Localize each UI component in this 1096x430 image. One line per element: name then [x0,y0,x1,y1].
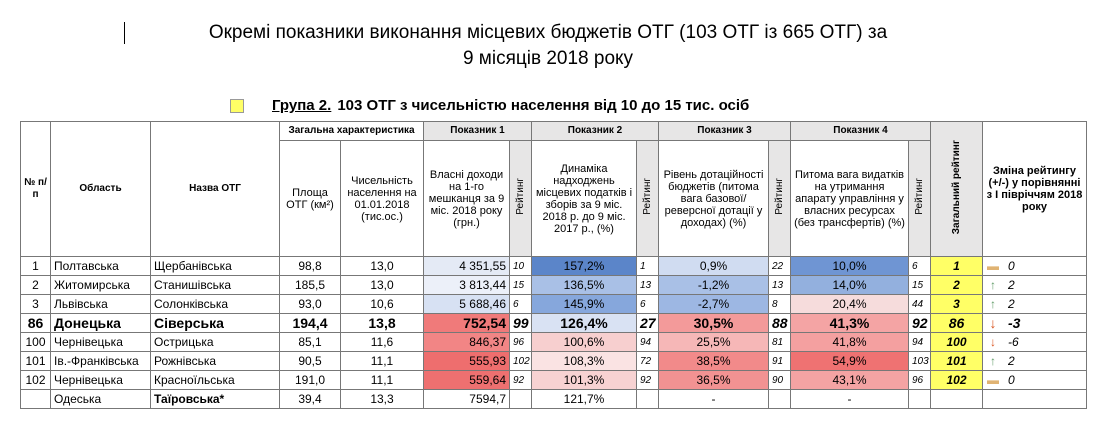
rating-change-value: 2 [1008,297,1015,311]
row-oblast: Полтавська [51,257,151,276]
row-number: 3 [21,295,51,314]
row-indicator-1: 555,93 [424,352,510,371]
row-overall-rating: 3 [931,295,983,314]
header-overall-rating-label: Загальний рейтинг [950,139,962,235]
header-indicator-4-desc: Питома вага видатків на утримання апарату управління у власних ресурсах (без трансфертів) (%) [791,141,909,257]
title-line-1: Окремі показники виконання місцевих бюджетів ОТГ (103 ОТГ із 665 ОТГ) за [208,22,888,43]
row-oblast: Одеська [51,390,151,409]
row-rating-2 [637,390,659,409]
row-number: 1 [21,257,51,276]
row-indicator-3: 38,5% [659,352,769,371]
row-indicator-4: 41,3% [791,314,909,333]
row-otg-name: Сіверська [151,314,280,333]
group-heading [230,97,749,114]
row-rating-4: 103 [909,352,931,371]
page-title [0,20,1096,72]
row-indicator-2: 126,4% [532,314,637,333]
row-rating-4 [909,390,931,409]
row-overall-rating: 102 [931,371,983,390]
table-row [21,352,1087,371]
row-rating-change [983,371,1087,390]
row-indicator-1: 4 351,55 [424,257,510,276]
row-rating-4: 6 [909,257,931,276]
header-overall-rating [931,122,983,257]
row-indicator-1: 5 688,46 [424,295,510,314]
row-rating-4: 94 [909,333,931,352]
row-otg-name: Рожнівська [151,352,280,371]
row-rating-4: 15 [909,276,931,295]
row-number [21,390,51,409]
group-description: 103 ОТГ з чисельністю населення від 10 до 15 тис. осіб [337,97,750,114]
arrow-up-icon: ↑ [990,297,996,311]
row-overall-rating: 86 [931,314,983,333]
row-rating-change [983,276,1087,295]
header-general: Загальна характеристика [280,122,424,141]
header-rating-4 [909,141,931,257]
arrow-down-icon: ↓ [989,315,997,331]
row-population: 13,8 [341,314,424,333]
rating-change-value: -6 [1008,335,1019,349]
row-rating-3: 88 [769,314,791,333]
row-overall-rating [931,390,983,409]
row-rating-2: 94 [637,333,659,352]
row-number: 102 [21,371,51,390]
row-oblast: Донецька [51,314,151,333]
table-row [21,371,1087,390]
row-indicator-4: 43,1% [791,371,909,390]
row-otg-name: Солонківська [151,295,280,314]
row-otg-name: Щербанівська [151,257,280,276]
row-indicator-2: 108,3% [532,352,637,371]
header-rating-1 [510,141,532,257]
row-rating-1: 6 [510,295,532,314]
header-population: Чисельність населення на 01.01.2018 (тис.ос.) [341,141,424,257]
row-overall-rating: 1 [931,257,983,276]
row-rating-2: 72 [637,352,659,371]
table-row [21,276,1087,295]
table-row [21,333,1087,352]
row-indicator-2: 121,7% [532,390,637,409]
row-rating-change [983,295,1087,314]
row-otg-name: Таїровська* [151,390,280,409]
row-indicator-4: 10,0% [791,257,909,276]
row-rating-1: 10 [510,257,532,276]
row-otg-name: Острицька [151,333,280,352]
row-rating-3: 91 [769,352,791,371]
row-indicator-2: 100,6% [532,333,637,352]
header-no: № п/п [21,122,51,257]
arrow-up-icon: ↑ [990,354,996,368]
row-indicator-2: 145,9% [532,295,637,314]
row-indicator-3: -2,7% [659,295,769,314]
rating-change-value: -3 [1008,315,1021,331]
row-indicator-3: - [659,390,769,409]
row-area: 191,0 [280,371,341,390]
header-indicator-4: Показник 4 [791,122,931,141]
row-area: 93,0 [280,295,341,314]
row-indicator-4: 41,8% [791,333,909,352]
row-rating-change [983,257,1087,276]
row-rating-2: 92 [637,371,659,390]
row-rating-4: 96 [909,371,931,390]
row-area: 90,5 [280,352,341,371]
row-indicator-2: 136,5% [532,276,637,295]
row-oblast: Ів.-Франківська [51,352,151,371]
row-overall-rating: 2 [931,276,983,295]
row-indicator-4: 20,4% [791,295,909,314]
row-rating-3: 13 [769,276,791,295]
row-indicator-4: - [791,390,909,409]
row-area: 185,5 [280,276,341,295]
header-area: Площа ОТГ (км²) [280,141,341,257]
header-rating-2-label: Рейтинг [641,178,653,215]
row-rating-3: 8 [769,295,791,314]
row-population: 13,3 [341,390,424,409]
row-rating-1: 15 [510,276,532,295]
rating-change-value: 0 [1008,373,1015,387]
row-indicator-1: 559,64 [424,371,510,390]
row-population: 11,6 [341,333,424,352]
row-number: 100 [21,333,51,352]
row-otg-name: Станишівська [151,276,280,295]
row-indicator-1: 752,54 [424,314,510,333]
row-rating-1: 92 [510,371,532,390]
row-area: 194,4 [280,314,341,333]
row-indicator-2: 101,3% [532,371,637,390]
row-rating-change [983,390,1087,409]
row-otg-name: Красноїльська [151,371,280,390]
row-population: 13,0 [341,276,424,295]
header-change: Зміна рейтингу (+/-) у порівнянні з І півріччям 2018 року [983,122,1087,257]
row-rating-change [983,333,1087,352]
row-overall-rating: 101 [931,352,983,371]
row-indicator-4: 54,9% [791,352,909,371]
row-rating-change [983,352,1087,371]
header-rating-1-label: Рейтинг [514,178,526,215]
row-area: 85,1 [280,333,341,352]
row-indicator-4: 14,0% [791,276,909,295]
row-indicator-3: 25,5% [659,333,769,352]
row-indicator-3: 0,9% [659,257,769,276]
row-rating-2: 27 [637,314,659,333]
table-row [21,390,1087,409]
ratings-table [20,121,1087,409]
row-population: 11,1 [341,352,424,371]
row-rating-3: 22 [769,257,791,276]
row-indicator-1: 7594,7 [424,390,510,409]
row-oblast: Львівська [51,295,151,314]
rating-change-value: 2 [1008,354,1015,368]
row-rating-2: 1 [637,257,659,276]
row-indicator-1: 846,37 [424,333,510,352]
row-indicator-3: 30,5% [659,314,769,333]
header-indicator-1-desc: Власні доходи на 1-го мешканця за 9 міс. 2018 року (грн.) [424,141,510,257]
row-rating-2: 13 [637,276,659,295]
row-rating-4: 44 [909,295,931,314]
header-rating-3 [769,141,791,257]
row-rating-3 [769,390,791,409]
row-rating-1: 99 [510,314,532,333]
header-indicator-3: Показник 3 [659,122,791,141]
row-rating-1 [510,390,532,409]
header-indicator-3-desc: Рівень дотаційності бюджетів (питома вага базової/ реверсної дотації у доходах) (%) [659,141,769,257]
row-number: 2 [21,276,51,295]
arrow-up-icon: ↑ [990,278,996,292]
text-cursor [124,22,125,44]
row-rating-3: 90 [769,371,791,390]
header-rating-2 [637,141,659,257]
table-row [21,295,1087,314]
row-rating-1: 96 [510,333,532,352]
title-line-2: 9 місяців 2018 року [462,48,634,69]
row-oblast: Чернівецька [51,333,151,352]
dash-icon: ▬ [987,373,999,387]
header-indicator-2-desc: Динаміка надходжень місцевих податків і зборів за 9 міс. 2018 р. до 9 міс. 2017 р., (%) [532,141,637,257]
table-row [21,257,1087,276]
row-rating-1: 102 [510,352,532,371]
row-indicator-3: -1,2% [659,276,769,295]
row-rating-2: 6 [637,295,659,314]
header-row-groups [21,122,1087,141]
row-number: 86 [21,314,51,333]
row-indicator-1: 3 813,44 [424,276,510,295]
header-rating-3-label: Рейтинг [773,178,785,215]
row-rating-change [983,314,1087,333]
group-number: Група 2. [272,97,332,114]
header-otg: Назва ОТГ [151,122,280,257]
yellow-square-icon [230,99,244,113]
row-rating-3: 81 [769,333,791,352]
header-oblast: Область [51,122,151,257]
row-rating-4: 92 [909,314,931,333]
table-row [21,314,1087,333]
row-population: 11,1 [341,371,424,390]
rating-change-value: 2 [1008,278,1015,292]
row-number: 101 [21,352,51,371]
row-overall-rating: 100 [931,333,983,352]
rating-change-value: 0 [1008,259,1015,273]
header-rating-4-label: Рейтинг [913,178,925,215]
row-population: 13,0 [341,257,424,276]
row-indicator-2: 157,2% [532,257,637,276]
header-indicator-1: Показник 1 [424,122,532,141]
row-oblast: Чернівецька [51,371,151,390]
header-indicator-2: Показник 2 [532,122,659,141]
row-population: 10,6 [341,295,424,314]
row-indicator-3: 36,5% [659,371,769,390]
row-area: 39,4 [280,390,341,409]
arrow-down-icon: ↓ [990,335,996,349]
dash-icon: ▬ [987,259,999,273]
row-oblast: Житомирська [51,276,151,295]
row-area: 98,8 [280,257,341,276]
